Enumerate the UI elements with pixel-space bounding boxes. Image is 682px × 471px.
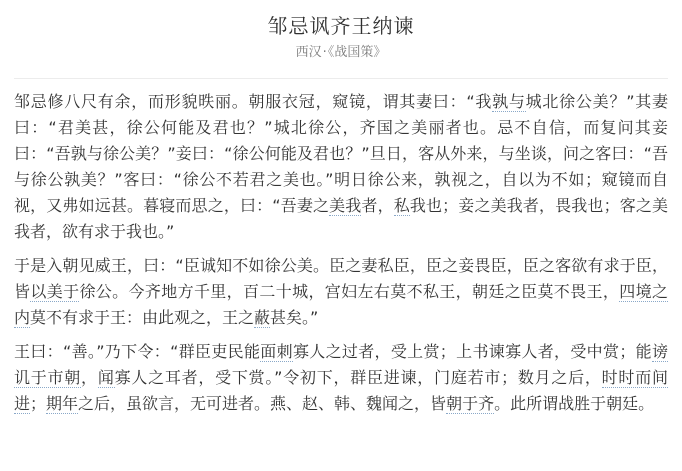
paragraph-text: 寡人之耳者，受下赏。”令初下，群臣进谏，门庭若市；数月之后， bbox=[114, 368, 602, 387]
paragraph-text: 徐公。今齐地方千里，百二十城，宫妇左右莫不私王，朝廷之臣莫不畏王， bbox=[79, 282, 620, 301]
annotated-term[interactable]: 以美于 bbox=[30, 282, 80, 301]
paragraph-text: 于是入朝见威王，曰：“臣诚知不如徐公美。臣之妻私臣，臣之妾畏臣，臣之客欲有求于臣，皆 bbox=[14, 256, 668, 301]
annotated-term[interactable]: 朝于齐 bbox=[446, 394, 495, 413]
paragraph-text: 之后，虽欲言，无可进者。燕、赵、韩、魏闻之，皆 bbox=[78, 394, 447, 413]
paragraph-text: 王曰：“善。”乃下令：“群臣吏民能 bbox=[14, 342, 261, 361]
annotated-term[interactable]: 闻 bbox=[97, 368, 115, 387]
poem-paragraph bbox=[14, 89, 668, 245]
poem-source[interactable]: 《战国策》 bbox=[327, 45, 387, 60]
poem-title: 邹忌讽齐王纳谏 bbox=[267, 14, 415, 38]
annotated-term[interactable]: 谤讥于市朝 bbox=[14, 342, 668, 387]
poem-body bbox=[14, 89, 668, 417]
paragraph-text: 我也；妾之美我者，畏我也；客之美我者，欲有求于我也。” bbox=[14, 196, 668, 241]
paragraph-text: 者， bbox=[361, 196, 394, 215]
annotated-term[interactable]: 美我 bbox=[329, 196, 362, 215]
paragraph-text: ； bbox=[30, 394, 47, 413]
poem-meta bbox=[14, 44, 668, 62]
annotated-term[interactable]: 期年 bbox=[46, 394, 79, 413]
paragraph-text: ， bbox=[81, 368, 98, 387]
paragraph-text: 邹忌修八尺有余，而形貌昳丽。朝服衣冠，窥镜，谓其妻曰：“我 bbox=[14, 92, 493, 111]
paragraph-text: 甚矣。” bbox=[270, 308, 319, 327]
poem-paragraph bbox=[14, 339, 668, 417]
paragraph-text: 。此所谓战胜于朝廷。 bbox=[494, 394, 655, 413]
annotated-term[interactable]: 时时而间进 bbox=[14, 368, 668, 413]
poem-dynasty[interactable]: 西汉 bbox=[295, 45, 322, 60]
paragraph-text: 莫不有求于王：由此观之，王之 bbox=[30, 308, 255, 327]
annotated-term[interactable]: 私 bbox=[393, 196, 410, 215]
annotated-term[interactable]: 四境之内 bbox=[14, 282, 668, 327]
annotated-term[interactable]: 蔽 bbox=[254, 308, 271, 327]
paragraph-text: 城北徐公美？”其妻曰：“君美甚，徐公何能及君也？”城北徐公，齐国之美丽者也。忌不自信，而复问其妾曰：“吾孰与徐公美？”妾曰：“徐公何能及君也？”旦日，客从外来，与坐谈，问之客曰：“吾与徐公孰美？”客曰：“徐公不若君之美也。”明日徐公来，孰视之，自以为不如；窥镜而自视，又弗如远甚。暮寝而思之，曰：“吾妻之 bbox=[14, 92, 668, 215]
annotated-term[interactable]: 面刺 bbox=[260, 342, 293, 361]
annotated-term[interactable]: 孰与 bbox=[492, 92, 526, 111]
poem-paragraph bbox=[14, 253, 668, 331]
meta-separator: · bbox=[322, 45, 327, 60]
paragraph-text: 寡人之过者，受上赏；上书谏寡人者，受中赏；能 bbox=[292, 342, 652, 361]
divider bbox=[14, 78, 668, 79]
